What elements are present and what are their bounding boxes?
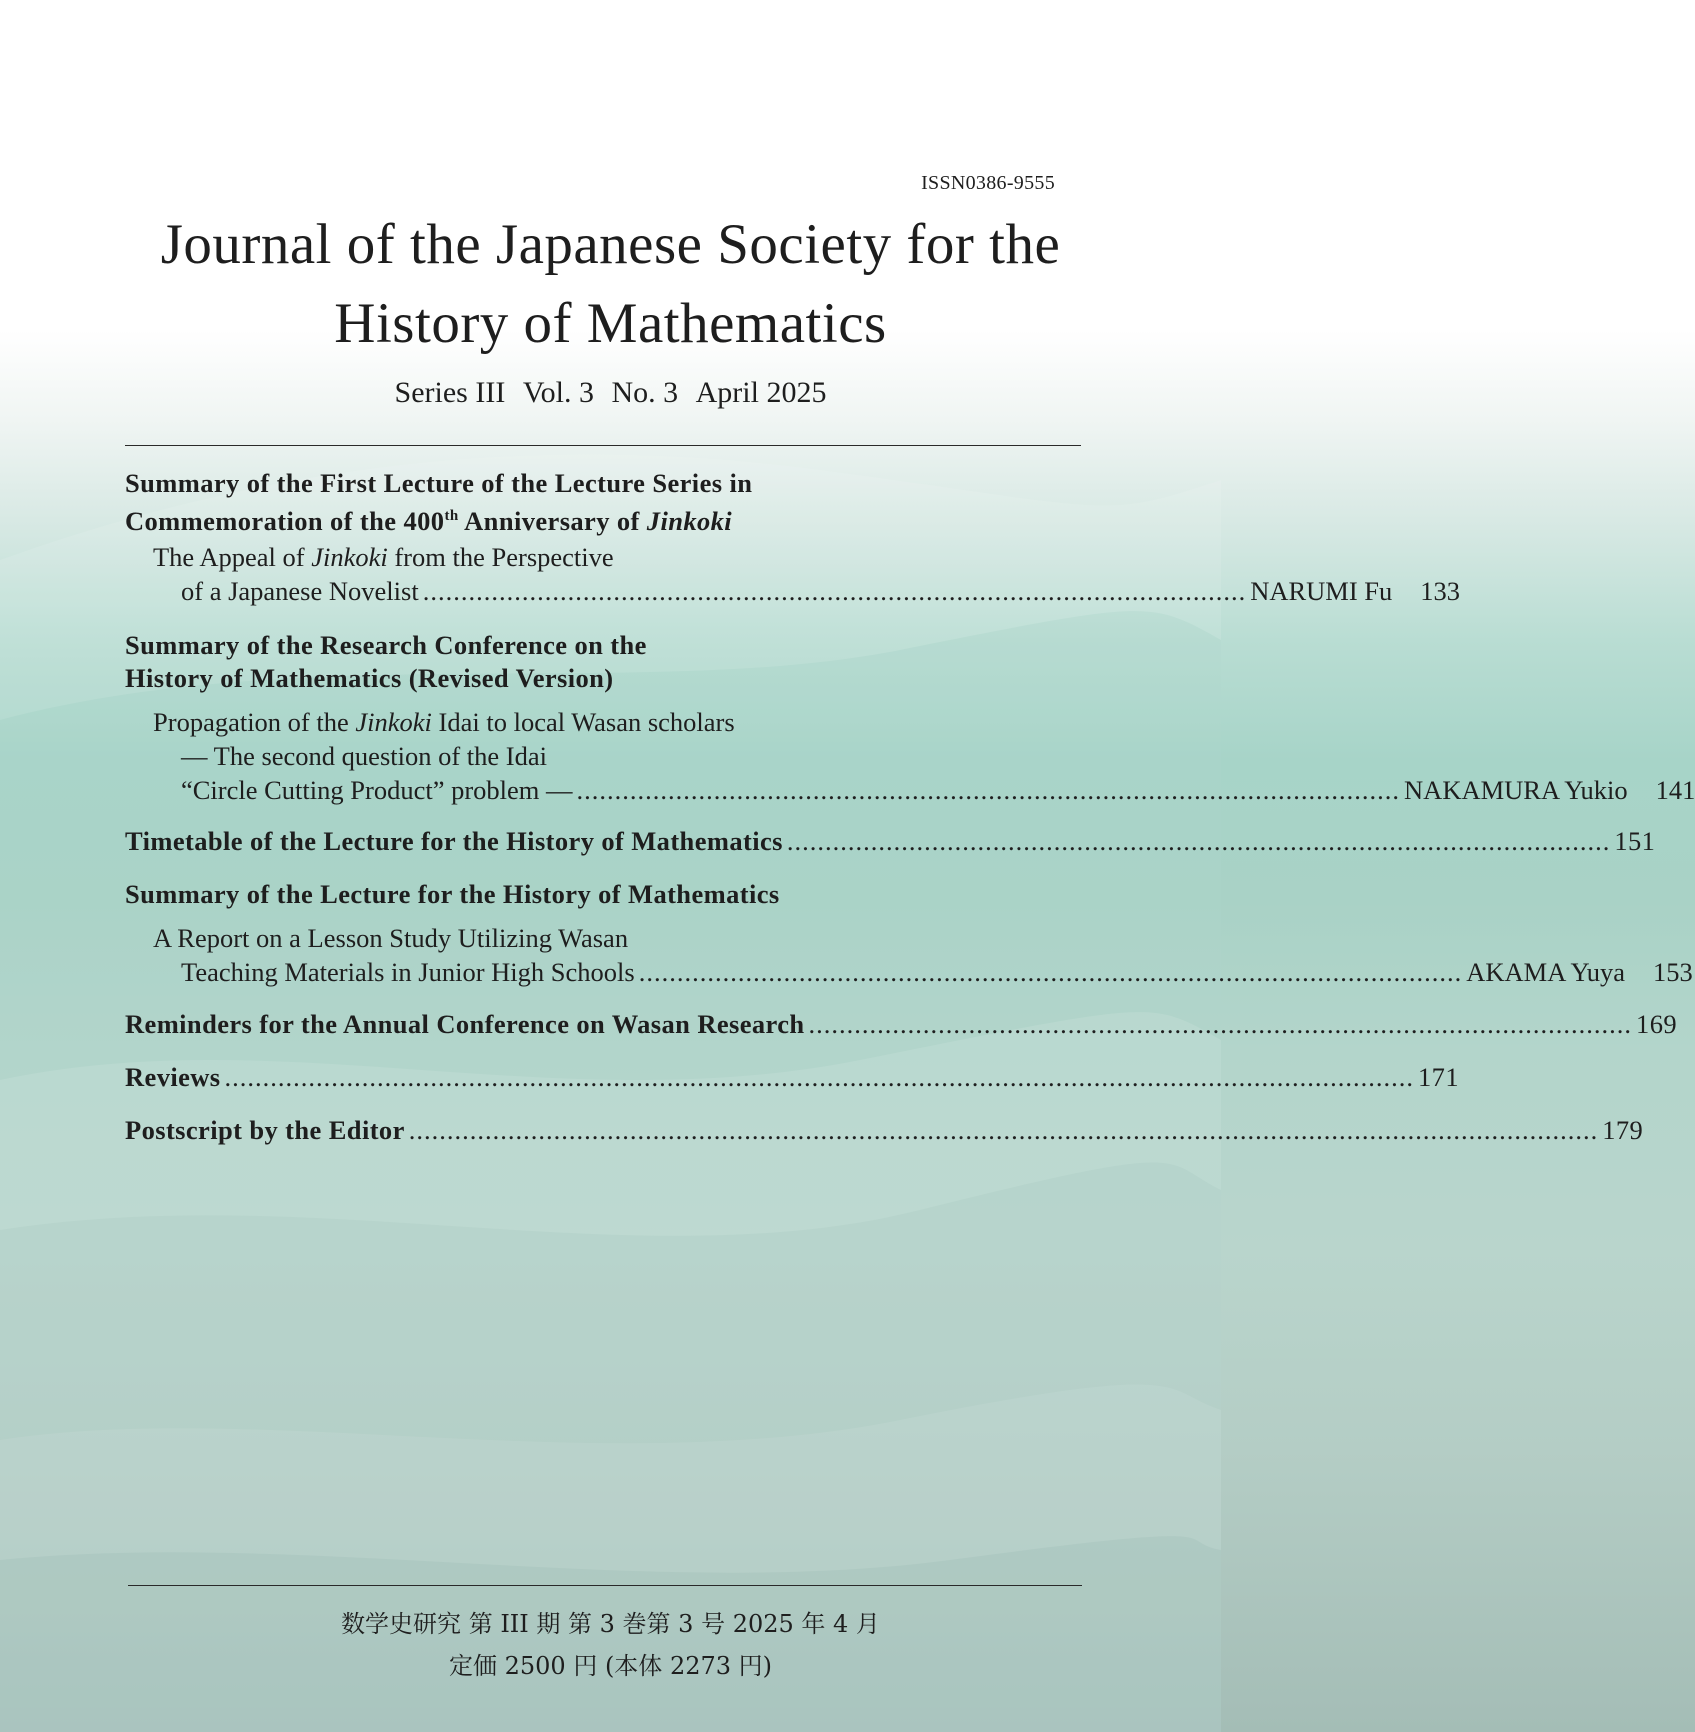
toc-section-6-entry <box>125 1061 1459 1094</box>
leader-dots: ............................................................................................................ <box>576 775 1401 805</box>
toc-section-5-entry <box>125 1008 1677 1041</box>
page-number: 169 <box>1636 1009 1677 1039</box>
journal-title-line-2: History of Mathematics <box>334 292 887 355</box>
page-number: 153 <box>1653 957 1693 987</box>
toc-section-5-title: Reminders for the Annual Conference on Wasan Research <box>125 1009 805 1039</box>
toc-section-2-line-2: History of Mathematics (Revised Version) <box>125 663 614 693</box>
ordinal-suffix: th <box>444 508 459 524</box>
leader-dots: ............................................................................................................................................................ <box>224 1062 1415 1092</box>
article-title-part: from the Perspective <box>387 542 614 572</box>
page-number: 151 <box>1614 826 1656 856</box>
article-title-part: Propagation of the <box>153 707 356 737</box>
issue-info <box>0 376 1221 410</box>
toc-section-1-line-2 <box>125 500 1080 538</box>
volume-label: Vol. 3 <box>522 376 594 409</box>
toc-section-3-title: Timetable of the Lecture for the History of Mathematics <box>125 826 783 856</box>
article-entry-row <box>181 574 1461 608</box>
toc-section-7-title: Postscript by the Editor <box>125 1115 405 1145</box>
series-label: Series III <box>394 376 506 409</box>
article-title-line-2: Teaching Materials in Junior High Schools <box>181 957 635 987</box>
issn-number: ISSN0386-9555 <box>921 172 1055 194</box>
article-title-part: Idai to local Wasan scholars <box>431 707 735 737</box>
article-title-line-2: — The second question of the Idai <box>181 741 548 771</box>
leader-dots: ............................................................................................................................................................ <box>408 1115 1599 1145</box>
article-title-italic: Jinkoki <box>355 707 432 737</box>
toc-section-1-line-1: Summary of the First Lecture of the Lecture Series in <box>125 468 753 498</box>
toc-section-2-line-1: Summary of the Research Conference on the <box>125 630 647 660</box>
top-divider <box>125 445 1081 446</box>
date-label: April 2025 <box>695 376 827 409</box>
number-label: No. 3 <box>611 376 679 409</box>
page-number: 171 <box>1418 1062 1459 1092</box>
article-title-part: The Appeal of <box>153 542 312 572</box>
leader-dots: ............................................................................................................ <box>786 826 1611 856</box>
footer-price: 定価 2500 円 (本体 2273 円) <box>448 1652 773 1680</box>
page-number: 141 <box>1655 775 1695 805</box>
article-title-italic: Jinkoki <box>311 542 388 572</box>
leader-dots: ............................................................................................................ <box>638 957 1463 987</box>
bottom-divider <box>128 1585 1082 1586</box>
footer-japanese-issue: 数学史研究 第 III 期 第 3 巻第 3 号 2025 年 4 月 <box>341 1610 880 1638</box>
article-author: NARUMI Fu <box>1250 576 1393 606</box>
article-title-line-2: of a Japanese Novelist <box>181 576 419 606</box>
toc-section-6-title: Reviews <box>125 1062 221 1092</box>
toc-section-1-line-2-b: Anniversary of <box>458 505 647 536</box>
toc-section-4-heading: Summary of the Lecture for the History of Mathematics <box>125 879 780 909</box>
article-title-line-3: “Circle Cutting Product” problem — <box>181 775 573 805</box>
article-entry-row <box>181 773 1695 807</box>
toc-section-7-entry <box>125 1114 1644 1147</box>
toc-section-1-heading <box>125 467 1080 538</box>
journal-title <box>0 205 1221 363</box>
toc-section-1-line-2-a: Commemoration of the 400 <box>125 505 445 536</box>
article-title-line-1: A Report on a Lesson Study Utilizing Wasan <box>153 923 629 953</box>
leader-dots: ............................................................................................................ <box>422 576 1247 606</box>
toc-section-3-entry <box>125 825 1656 858</box>
page-number: 179 <box>1602 1115 1644 1145</box>
article-title-line-1 <box>153 705 735 739</box>
journal-title-line-1: Journal of the Japanese Society for the <box>160 213 1061 276</box>
article-author: AKAMA Yuya <box>1466 957 1625 987</box>
leader-dots: ............................................................................................................ <box>808 1009 1633 1039</box>
article-title-line-1 <box>153 540 614 574</box>
article-author: NAKAMURA Yukio <box>1404 775 1628 805</box>
toc-section-1-line-2-c: Jinkoki <box>646 505 733 536</box>
page-number: 133 <box>1420 576 1461 606</box>
toc-section-2-heading <box>125 629 1080 695</box>
article-entry-row <box>181 955 1693 989</box>
